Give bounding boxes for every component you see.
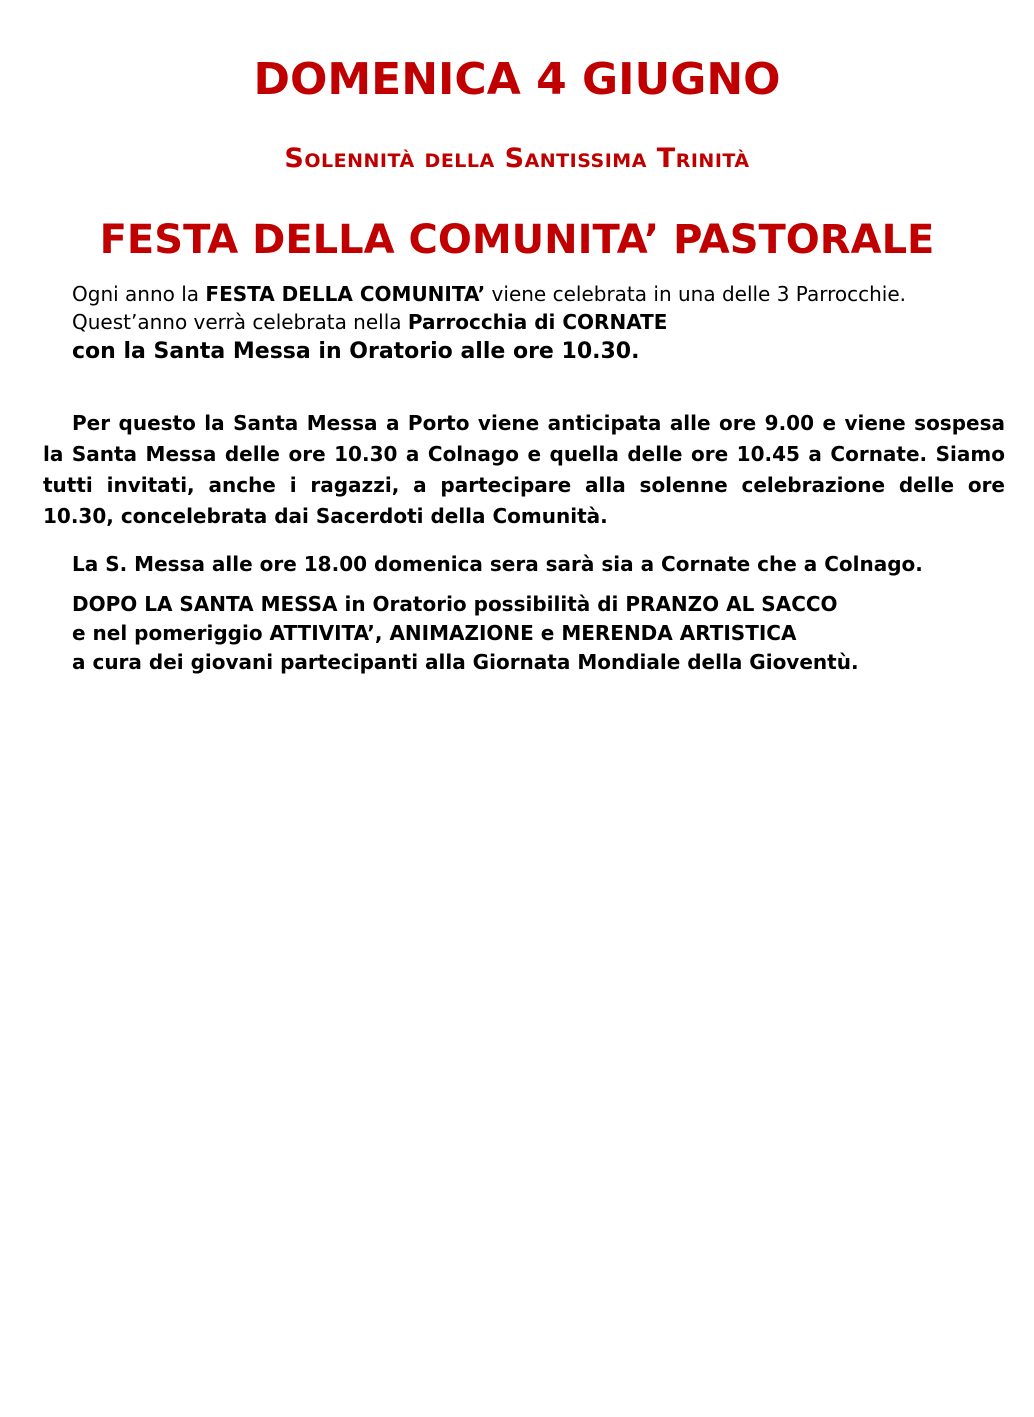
solemnity-subtitle: Solennità della Santissima Trinità	[284, 143, 750, 174]
intro-line-2	[72, 308, 667, 336]
festa-title: FESTA DELLA COMUNITA’ PASTORALE	[99, 217, 935, 263]
parrocchia-emphasis: Parrocchia di CORNATE	[407, 310, 668, 334]
after-mass-line-2: e nel pomeriggio ATTIVITA’, ANIMAZIONE e MERENDA ARTISTICA	[72, 621, 797, 645]
intro-line-3: con la Santa Messa in Oratorio alle ore 10.30.	[72, 339, 640, 364]
intro-line-2-start: Quest’anno verrà celebrata nella	[72, 310, 408, 334]
festa-comunita-emphasis: FESTA DELLA COMUNITA’	[205, 282, 486, 306]
intro-line-1	[72, 280, 906, 308]
after-mass-line-1: DOPO LA SANTA MESSA in Oratorio possibilità di PRANZO AL SACCO	[72, 592, 838, 616]
evening-mass-paragraph: La S. Messa alle ore 18.00 domenica sera sarà sia a Cornate che a Colnago.	[72, 552, 923, 576]
schedule-paragraph: Per questo la Santa Messa a Porto viene anticipata alle ore 9.00 e viene sospesa la Santa Messa delle ore 10.30 a Colnago e quella delle ore 10.45 a Cornate. Siamo tutti invitati, anche i ragazzi, a partecipare alla solenne celebrazione delle ore 10.30, concelebrata dai Sacerdoti della Comunità.	[43, 411, 1005, 528]
intro-line-1-start: Ogni anno la	[72, 282, 206, 306]
date-title: DOMENICA 4 GIUGNO	[253, 54, 781, 105]
after-mass-line-3: a cura dei giovani partecipanti alla Giornata Mondiale della Gioventù.	[72, 650, 859, 674]
intro-line-1-end: viene celebrata in una delle 3 Parrocchie.	[485, 282, 906, 306]
